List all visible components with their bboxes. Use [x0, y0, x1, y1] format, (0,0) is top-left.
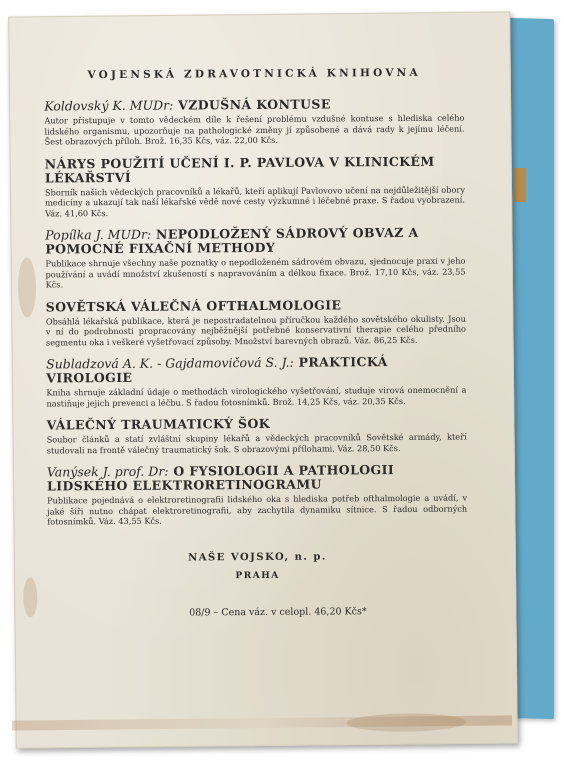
book-title: VZDUŠNÁ KONTUSE: [178, 96, 331, 113]
price-line: 08/9 – Cena váz. v celopl. 46,20 Kčs*: [189, 605, 367, 618]
book-description: Publikace pojednává o elektroretinografii lidského oka s hlediska potřeb ofthalmologie a uvádí, v jaké šíři nutno chápat elektroretinografii, aby zachytila dynamiku sítnice. S řadou odborných fotosnímků. Váz. 43,55 Kčs.: [47, 492, 468, 527]
publisher-name: NAŠE VOJSKO, n. p.: [188, 551, 327, 563]
book-author: Popílka J. MUDr:: [45, 226, 152, 243]
book-title-line: [46, 355, 466, 386]
book-description: Autor přistupuje v tomto vědeckém díle k řešení problému vzdušné kontuse s hlediska celého lidského organismu, upozorňuje na pathologické změny jí způsobené a dává rady k jejímu léčení. Šest obrazových příloh. Brož. 16,35 Kčs, váz. 22,00 Kčs.: [44, 112, 465, 147]
book-title: NEPODLOŽENÝ SÁDROVÝ OBVAZ A POMOCNÉ FIXAČNÍ METHODY: [45, 224, 419, 257]
book-title-line: [44, 97, 464, 114]
book-description: Publikace shrnuje všechny naše poznatky o nepodloženém sádrovém obvazu, sjednocuje praxi v jeho používání a uvádí množství zkušeností s napravováním a délkou fixace. Brož. 17,10 Kčs, váz. 23,55 Kčs.: [45, 255, 466, 290]
book-title: NÁRYS POUŽITÍ UČENÍ I. P. PAVLOVA V KLINICKÉM LÉKAŘSTVÍ: [44, 153, 435, 185]
book-author: Subladzová A. K. - Gajdamovičová S. J.:: [46, 354, 294, 372]
book-title-line: [47, 416, 467, 433]
book-entry: [44, 97, 464, 147]
book-author: Vanýsek J. prof. Dr:: [46, 463, 169, 480]
book-description: Kniha shrnuje základní údaje o methodách virologického vyšetřování, studuje virová onemocnění a nastiňuje jejich prevenci a léčbu. S řadou fotosnímků. Brož. 14,25 Kčs, váz. 20,35 Kčs.: [46, 384, 467, 408]
book-title-line: [46, 297, 466, 314]
book-title: O FYSIOLOGII A PATHOLOGII LIDSKÉHO ELEKTRORETINOGRAMU: [46, 462, 395, 494]
book-entry: [45, 226, 465, 290]
series-title: VOJENSKÁ ZDRAVOTNICKÁ KNIHOVNA: [87, 66, 421, 82]
book-description: Obsáhlá lékařská publikace, která je nepostradatelnou příručkou každého sovětského okulisty. Jsou v ní do podrobnosti propracovány nejběžnější potřebné konservativní therapie celého předního segmentu oka i veškeré vyšetřovací způsoby. Množství barevných obrazů. Váz. 86,25 Kčs.: [45, 313, 466, 347]
book-entry: [46, 355, 466, 409]
book-entry: [46, 297, 466, 347]
book-title: SOVĚTSKÁ VÁLEČNÁ OFTHALMOLOGIE: [45, 296, 342, 314]
publisher-city: PRAHA: [235, 570, 280, 581]
book-title-line: [45, 154, 465, 185]
stain: [18, 257, 37, 317]
book-entry: [47, 416, 467, 456]
book-entry: [45, 154, 465, 218]
spine-tab: [514, 168, 526, 202]
book-entry: [47, 463, 467, 527]
cover-text: [44, 67, 468, 619]
book-title-line: [47, 463, 467, 494]
publisher-block: [47, 550, 467, 582]
stain: [23, 577, 37, 617]
book-title-line: [45, 226, 465, 257]
book-description: Soubor článků a statí zvláštní skupiny lékařů a vědeckých pracovníků Sovětské armády, kteří studovali na frontě válečný traumatický šok. S obrazovými přílohami. Váz. 28,50 Kčs.: [46, 431, 467, 455]
book-title: PRAKTICKÁ VIROLOGIE: [46, 354, 388, 386]
book-title: VÁLEČNÝ TRAUMATICKÝ ŠOK: [46, 415, 271, 433]
book-description: Sborník našich vědeckých pracovníků a lékařů, kteří aplikují Pavlovovo učení na nejdůležitější obory medicíny a ukazují tak naší lékařské vědě nové cesty výzkumné i léčebné praxe. S řadou vyobrazení. Váz. 41,60 Kčs.: [44, 184, 466, 218]
book-author: Koldovský K. MUDr:: [44, 97, 174, 114]
